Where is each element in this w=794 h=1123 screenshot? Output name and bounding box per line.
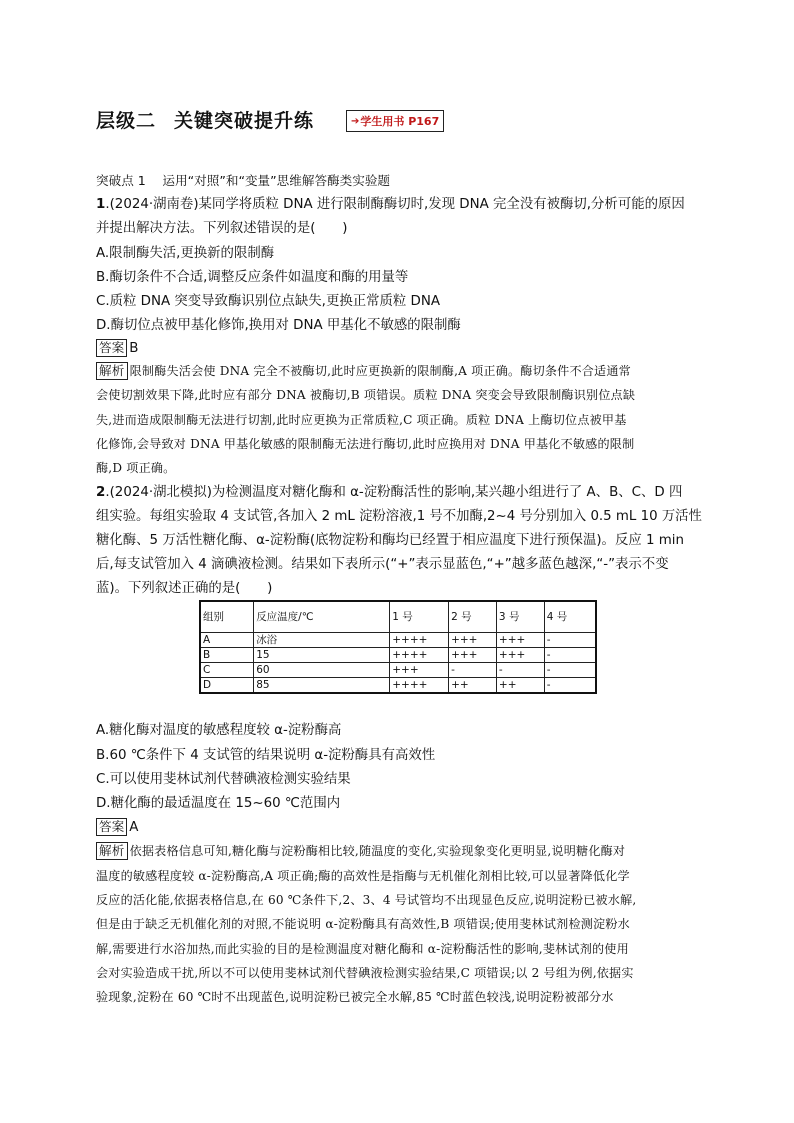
table-header-row [200, 601, 596, 633]
table-cell: 60 [254, 663, 390, 678]
table-cell: B [200, 648, 254, 663]
section-title: 运用“对照”和“变量”思维解答酶类实验题 [162, 173, 391, 188]
q1-stem-line-1 [96, 195, 685, 215]
q2-explanation-line-6: 会对实验造成干扰,所以不可以使用斐林试剂代替碘液检测实验结果,C 项错误;以 2 号组为例,依据实 [96, 966, 634, 980]
q2-stem-line-4: 后,每支试管加入 4 滴碘液检测。结果如下表所示(“+”表示显蓝色,“+”越多蓝色越深,“-”表示不变 [96, 557, 669, 572]
table-row [200, 663, 596, 678]
table-cell: ++++ [390, 648, 449, 663]
table-cell: D [200, 678, 254, 694]
table-cell: 85 [254, 678, 390, 694]
q1-explanation-line-1 [96, 361, 631, 381]
table-cell: +++ [496, 648, 544, 663]
table-cell: 15 [254, 648, 390, 663]
q2-explanation-line-5: 解,需要进行水浴加热,而此实验的目的是检测温度对糖化酶和 α-淀粉酶活性的影响,斐林试剂的使用 [96, 942, 629, 956]
reference-label: 学生用书 P167 [360, 115, 440, 128]
q2-answer-value: A [129, 820, 139, 835]
q2-answer [96, 818, 138, 838]
q2-option-d: D.糖化酶的最适温度在 15~60 ℃范围内 [96, 796, 341, 811]
q1-option-a: A.限制酶失活,更换新的限制酶 [96, 246, 275, 261]
table-cell: +++ [496, 633, 544, 648]
table-cell: - [544, 678, 596, 694]
q1-answer-value: B [129, 341, 139, 356]
table-cell: - [544, 648, 596, 663]
table-cell: - [449, 663, 497, 678]
table-header-cell: 反应温度/℃ [254, 601, 390, 633]
q2-explanation-line-4: 但是由于缺乏无机催化剂的对照,不能说明 α-淀粉酶具有高效性,B 项错误;使用斐林试剂检测淀粉水 [96, 917, 630, 931]
results-table [199, 600, 597, 694]
q1-explanation-line-4: 化修饰,会导致对 DNA 甲基化敏感的限制酶无法进行酶切,此时应换用对 DNA 甲基化不敏感的限制 [96, 437, 635, 451]
section-heading [96, 171, 390, 191]
q2-number: 2 [96, 485, 106, 500]
table-cell: ++++ [390, 678, 449, 694]
table-cell: +++ [449, 648, 497, 663]
q2-explanation-text-1: 依据表格信息可知,糖化酶与淀粉酶相比较,随温度的变化,实验现象变化更明显,说明糖化酶对 [129, 844, 626, 858]
q1-stem-line-2: 并提出解决方法。下列叙述错误的是( ) [96, 221, 348, 236]
student-book-reference [346, 110, 444, 132]
table-cell: 冰浴 [254, 633, 390, 648]
page-heading [96, 106, 314, 133]
q1-explanation-line-2: 会使切割效果下降,此时应有部分 DNA 被酶切,B 项错误。质粒 DNA 突变会导致限制酶识别位点缺 [96, 388, 636, 402]
q1-explanation-line-3: 失,进而造成限制酶无法进行切割,此时应更换为正常质粒,C 项正确。质粒 DNA 上酶切位点被甲基 [96, 413, 627, 427]
table-cell: +++ [449, 633, 497, 648]
table-header-cell: 4 号 [544, 601, 596, 633]
answer-tag: 答案 [96, 818, 127, 836]
table-cell: - [544, 633, 596, 648]
table-header-cell: 组别 [200, 601, 254, 633]
table-row [200, 633, 596, 648]
answer-tag: 答案 [96, 339, 127, 357]
heading-title: 关键突破提升练 [174, 110, 315, 132]
q2-stem-line-5: 蓝)。下列叙述正确的是( ) [96, 581, 273, 596]
table-cell: - [496, 663, 544, 678]
q2-explanation-line-1 [96, 841, 625, 861]
table-header-cell: 2 号 [449, 601, 497, 633]
q2-explanation-line-7: 验现象,淀粉在 60 ℃时不出现蓝色,说明淀粉已被完全水解,85 ℃时蓝色较浅,说明淀粉被部分水 [96, 990, 614, 1004]
table-header-cell: 3 号 [496, 601, 544, 633]
q2-stem-line-2: 组实验。每组实验取 4 支试管,各加入 2 mL 淀粉溶液,1 号不加酶,2~4 号分别加入 0.5 mL 10 万活性 [96, 509, 702, 524]
heading-level: 层级二 [96, 110, 157, 132]
table-row [200, 648, 596, 663]
q1-option-d: D.酶切位点被甲基化修饰,换用对 DNA 甲基化不敏感的限制酶 [96, 318, 461, 333]
q2-option-b: B.60 ℃条件下 4 支试管的结果说明 α-淀粉酶具有高效性 [96, 748, 436, 763]
q1-explanation-line-5: 酶,D 项正确。 [96, 461, 176, 475]
table-cell: ++++ [390, 633, 449, 648]
q2-stem-text-1: .(2024·湖北模拟)为检测温度对糖化酶和 α-淀粉酶活性的影响,某兴趣小组进行了 A、B、C、D 四 [105, 485, 683, 500]
q2-explanation-line-2: 温度的敏感程度较 α-淀粉酶高,A 项正确;酶的高效性是指酶与无机催化剂相比较,可以显著降低化学 [96, 869, 630, 883]
q2-stem-line-3: 糖化酶、5 万活性糖化酶、α-淀粉酶(底物淀粉和酶均已经置于相应温度下进行预保温)。反应 1 min [96, 533, 685, 548]
table-row [200, 678, 596, 694]
q2-option-a: A.糖化酶对温度的敏感程度较 α-淀粉酶高 [96, 723, 342, 738]
table-cell: ++ [449, 678, 497, 694]
table-cell: C [200, 663, 254, 678]
table-cell: +++ [390, 663, 449, 678]
table-cell: ++ [496, 678, 544, 694]
q1-answer [96, 339, 138, 359]
q1-option-b: B.酶切条件不合适,调整反应条件如温度和酶的用量等 [96, 270, 409, 285]
table-cell: - [544, 663, 596, 678]
q1-stem-text-1: .(2024·湖南卷)某同学将质粒 DNA 进行限制酶酶切时,发现 DNA 完全没有被酶切,分析可能的原因 [105, 197, 685, 212]
explanation-tag: 解析 [96, 362, 128, 380]
table-header-cell: 1 号 [390, 601, 449, 633]
q1-option-c: C.质粒 DNA 突变导致酶识别位点缺失,更换正常质粒 DNA [96, 294, 441, 309]
table-cell: A [200, 633, 254, 648]
section-label: 突破点 1 [96, 173, 146, 188]
arrow-right-icon: ➔ [351, 115, 360, 127]
q1-explanation-text-1: 限制酶失活会使 DNA 完全不被酶切,此时应更换新的限制酶,A 项正确。酶切条件不合适通常 [129, 364, 631, 378]
q2-explanation-line-3: 反应的活化能,依据表格信息,在 60 ℃条件下,2、3、4 号试管均不出现显色反应,说明淀粉已被水解, [96, 893, 637, 907]
q2-stem-line-1 [96, 483, 682, 503]
explanation-tag: 解析 [96, 842, 128, 860]
q1-number: 1 [96, 197, 106, 212]
q2-option-c: C.可以使用斐林试剂代替碘液检测实验结果 [96, 772, 351, 787]
